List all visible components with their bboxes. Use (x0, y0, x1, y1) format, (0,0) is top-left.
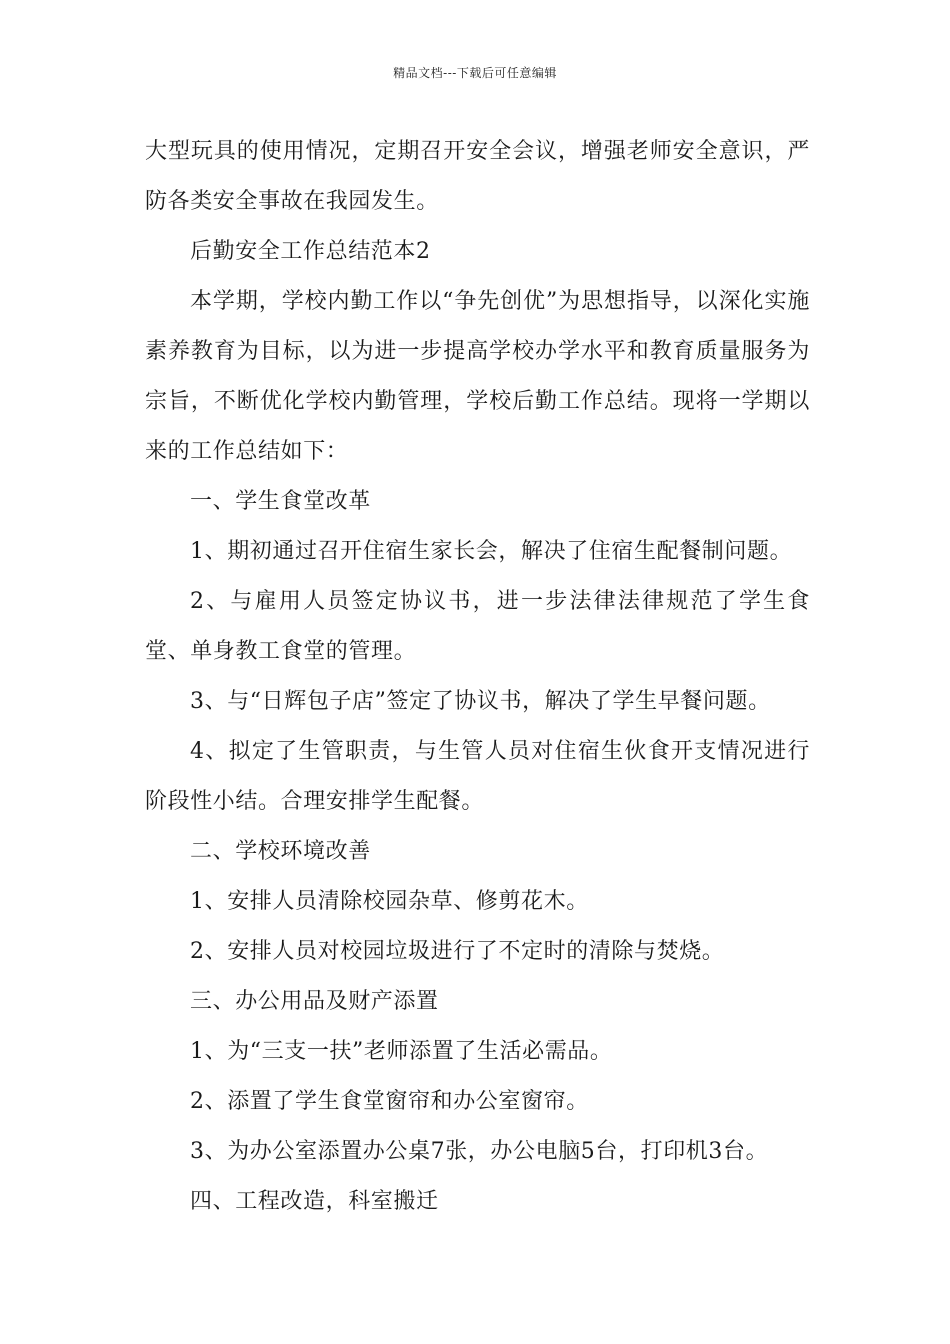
section-title: 后勤安全工作总结范本2 (190, 239, 431, 264)
list-item: 2、安排人员对校园垃圾进行了不定时的清除与焚烧。 (190, 939, 725, 964)
heading-1: 一、学生食堂改革 (190, 489, 371, 514)
document-body (145, 127, 810, 1227)
list-item: 2、添置了学生食堂窗帘和办公室窗帘。 (190, 1089, 589, 1114)
list-item: 3、与“日辉包子店”签定了协议书，解决了学生早餐问题。 (190, 689, 771, 714)
heading-3: 三、办公用品及财产添置 (190, 989, 439, 1014)
list-item: 2、与雇用人员签定协议书，进一步法律法律规范了学生食堂、单身教工食堂的管理。 (145, 589, 810, 664)
list-item: 4、拟定了生管职责，与生管人员对住宿生伙食开支情况进行阶段性小结。合理安排学生配餐。 (145, 739, 810, 814)
heading-4: 四、工程改造，科室搬迁 (190, 1189, 439, 1214)
list-item: 1、为“三支一扶”老师添置了生活必需品。 (190, 1039, 613, 1064)
paragraph: 大型玩具的使用情况，定期召开安全会议，增强老师安全意识，严防各类安全事故在我园发生。 (145, 139, 810, 214)
paragraph: 本学期，学校内勤工作以“争先创优”为思想指导，以深化实施素养教育为目标，以为进一步提高学校办学水平和教育质量服务为宗旨，不断优化学校内勤管理，学校后勤工作总结。现将一学期以来的工作总结如下： (145, 289, 810, 464)
list-item: 1、期初通过召开住宿生家长会，解决了住宿生配餐制问题。 (190, 539, 793, 564)
heading-2: 二、学校环境改善 (190, 839, 371, 864)
page-header: 精品文档---下载后可任意编辑 (393, 66, 557, 80)
list-item: 1、安排人员清除校园杂草、修剪花木。 (190, 889, 589, 914)
list-item: 3、为办公室添置办公桌7张，办公电脑5台，打印机3台。 (190, 1139, 769, 1164)
